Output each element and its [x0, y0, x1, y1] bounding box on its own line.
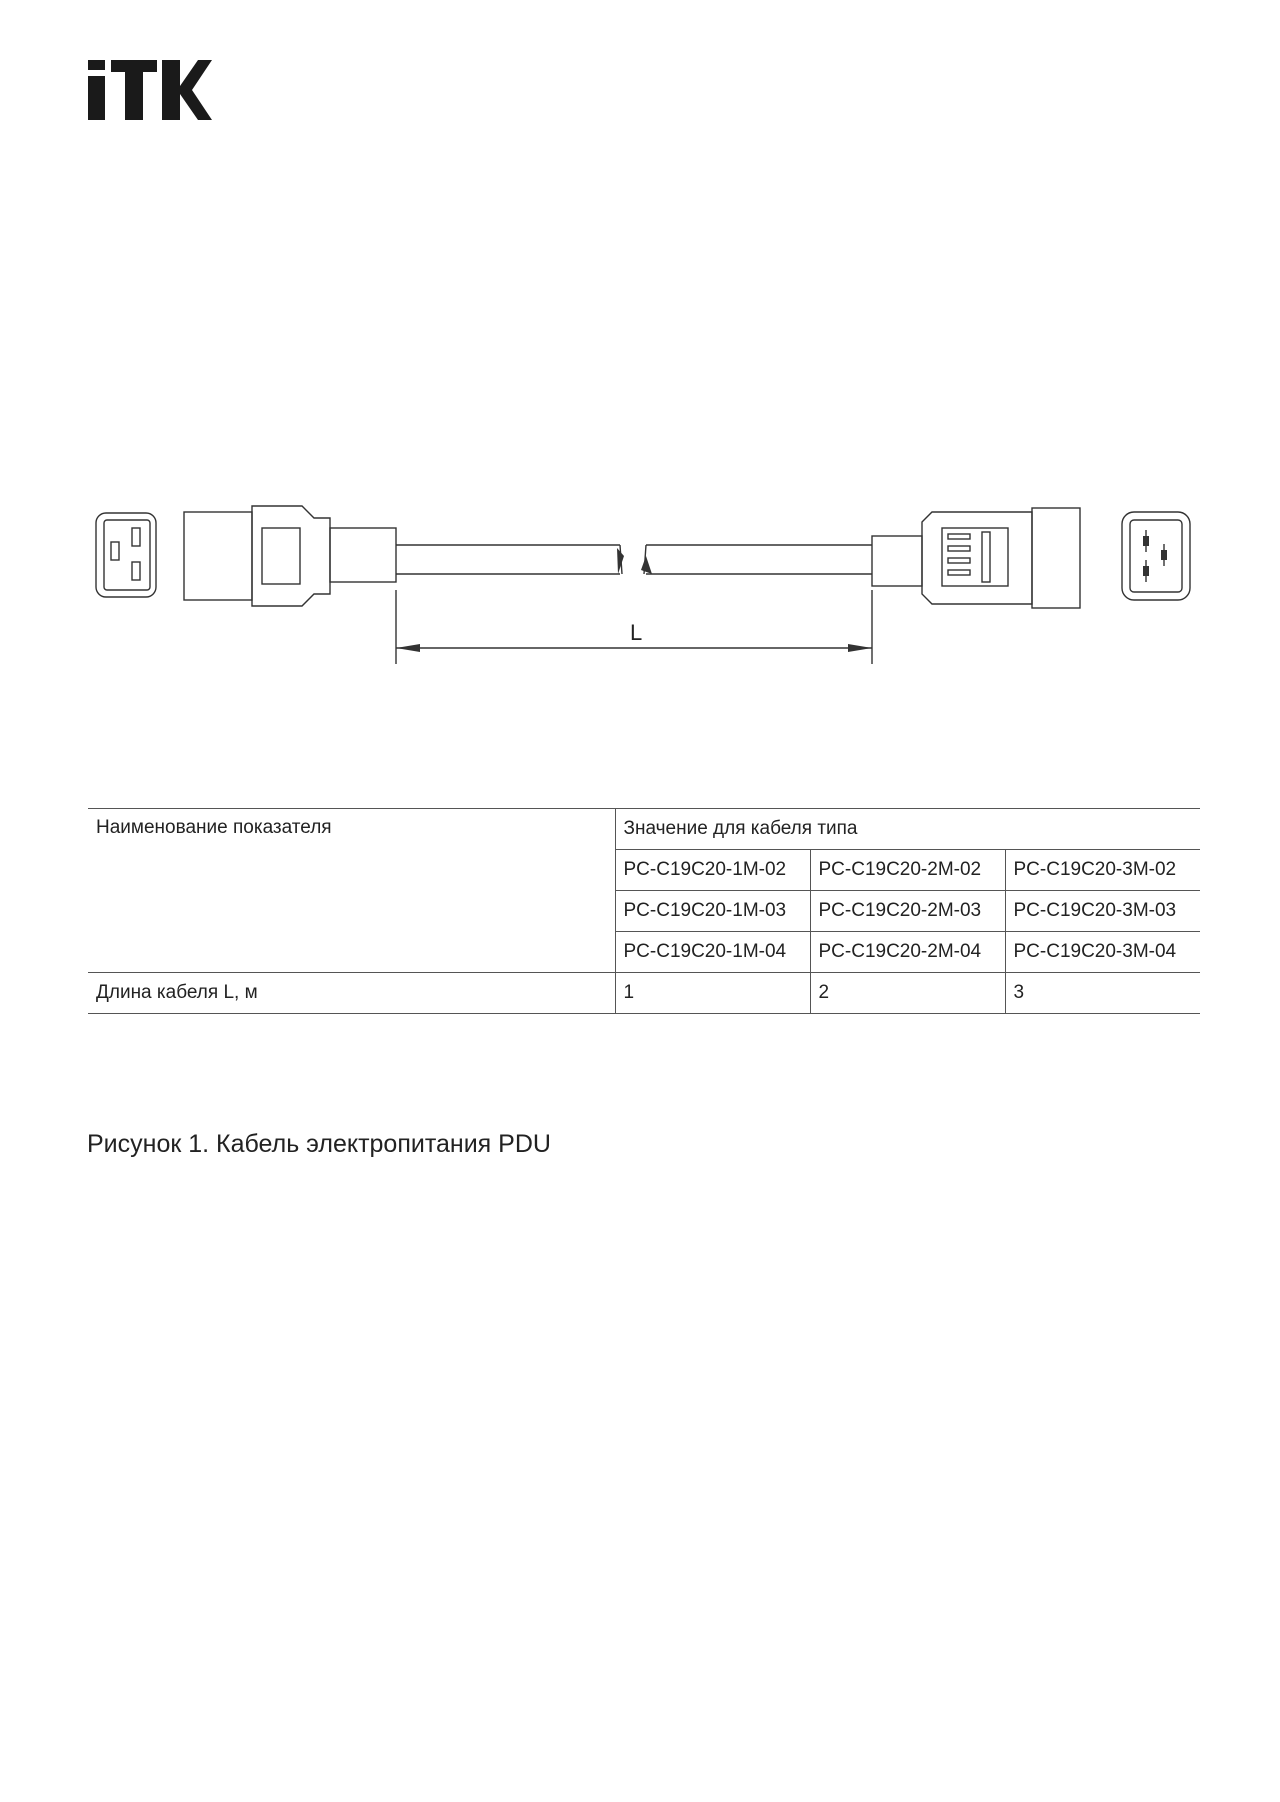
length-value: 3: [1005, 973, 1200, 1014]
dimension-label: L: [630, 620, 643, 645]
length-label: Длина кабеля L, м: [88, 973, 615, 1014]
figure-caption: Рисунок 1. Кабель электропитания PDU: [87, 1130, 551, 1158]
model-cell: PC-C19C20-2M-04: [810, 932, 1005, 973]
c19-face-view: [1122, 512, 1190, 600]
param-header: Наименование показателя: [88, 809, 615, 973]
c20-face-view: [96, 513, 156, 597]
left-connector: [184, 506, 396, 606]
right-connector: [872, 508, 1080, 608]
model-cell: PC-C19C20-2M-03: [810, 891, 1005, 932]
model-cell: PC-C19C20-1M-02: [615, 850, 810, 891]
spec-table: [88, 808, 1200, 1014]
model-cell: PC-C19C20-2M-02: [810, 850, 1005, 891]
model-cell: PC-C19C20-1M-04: [615, 932, 810, 973]
length-value: 2: [810, 973, 1005, 1014]
length-value: 1: [615, 973, 810, 1014]
model-cell: PC-C19C20-3M-04: [1005, 932, 1200, 973]
model-cell: PC-C19C20-3M-03: [1005, 891, 1200, 932]
cable: [396, 545, 872, 574]
model-cell: PC-C19C20-3M-02: [1005, 850, 1200, 891]
cable-drawing: [0, 0, 1280, 720]
value-header: Значение для кабеля типа: [615, 809, 1200, 850]
model-cell: PC-C19C20-1M-03: [615, 891, 810, 932]
